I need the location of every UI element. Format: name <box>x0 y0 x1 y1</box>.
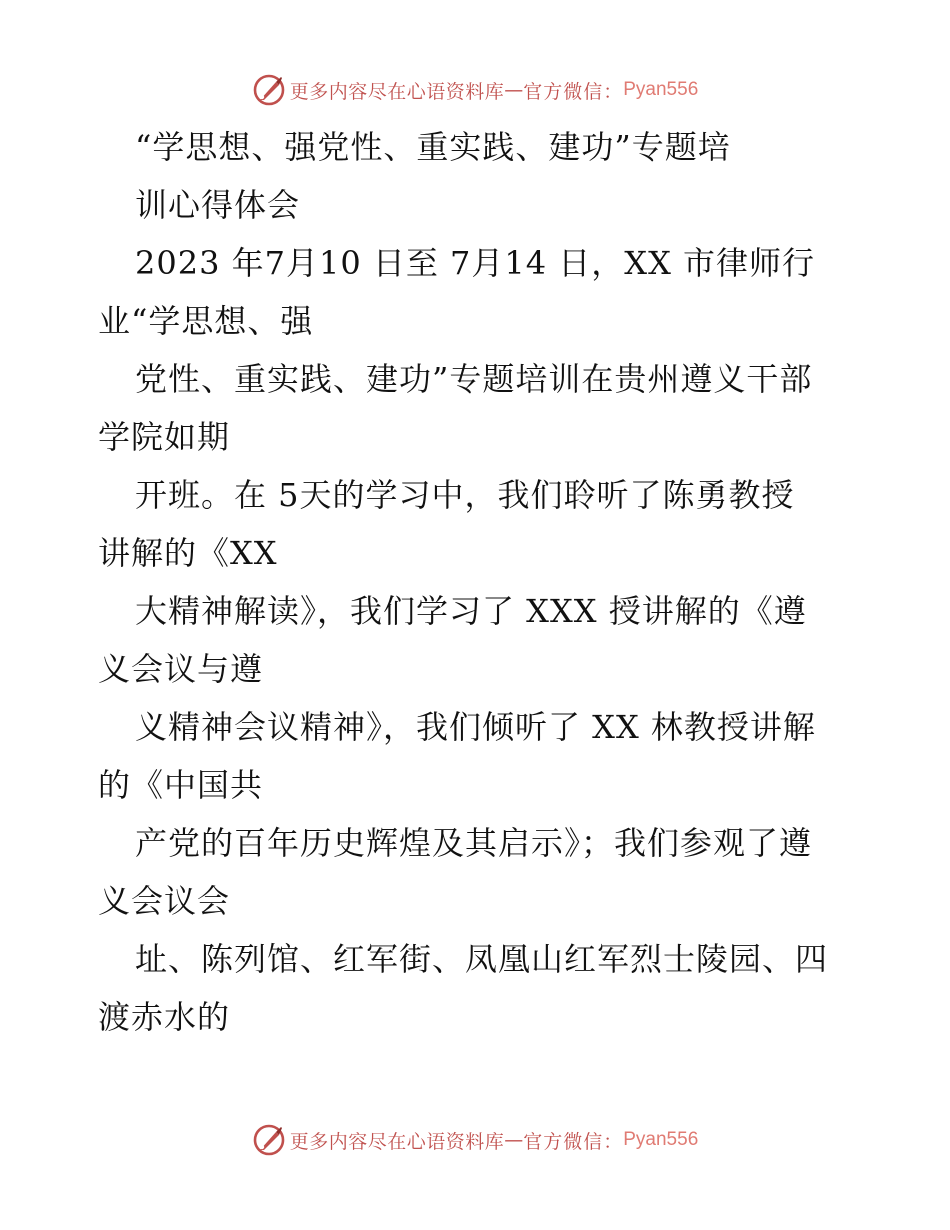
paragraph-line: 学院如期 <box>98 418 231 456</box>
quill-logo-icon <box>252 73 286 107</box>
paragraph-line: 渡赤水的 <box>98 998 231 1036</box>
paragraph-line: 义会议会 <box>98 882 231 920</box>
banner-dash: — <box>504 1129 524 1151</box>
paragraph-line: 产党的百年历史辉煌及其启示》；我们参观了遵 <box>135 824 813 862</box>
banner-dash: — <box>504 79 524 101</box>
banner-main-text: 更多内容尽在心语资料库 <box>289 80 505 103</box>
quill-logo-icon <box>252 1123 286 1157</box>
paragraph-line: 义精神会议精神》，我们倾听了 XX 林教授讲解 <box>135 708 816 746</box>
title-line-1: “学思想、强党性、重实践、建功”专题培 <box>135 128 731 166</box>
banner-wechat-id: Pyan556 <box>623 79 699 100</box>
paragraph-line: 开班。在 5天的学习中，我们聆听了陈勇教授 <box>135 476 795 514</box>
header-banner <box>0 70 950 110</box>
banner-wechat-label: 官方微信： <box>523 1130 624 1153</box>
footer-banner <box>0 1120 950 1160</box>
paragraph-line: 的《中国共 <box>98 766 264 804</box>
banner-main-text: 更多内容尽在心语资料库 <box>289 1130 505 1153</box>
paragraph-line: 2023 年7月10 日至 7月14 日，XX 市律师行 <box>135 244 816 282</box>
banner-wechat-label: 官方微信： <box>523 80 624 103</box>
paragraph-line: 党性、重实践、建功”专题培训在贵州遵义干部 <box>135 360 813 398</box>
paragraph-line: 址、陈列馆、红军街、凤凰山红军烈士陵园、四 <box>135 940 829 978</box>
paragraph-line: 大精神解读》，我们学习了 XXX 授讲解的《遵 <box>135 592 807 630</box>
title-line-2: 训心得体会 <box>135 186 301 224</box>
paragraph-line: 业“学思想、强 <box>98 302 314 340</box>
paragraph-line: 义会议与遵 <box>98 650 264 688</box>
paragraph-line: 讲解的《XX <box>98 534 278 572</box>
banner-wechat-id: Pyan556 <box>623 1129 699 1150</box>
